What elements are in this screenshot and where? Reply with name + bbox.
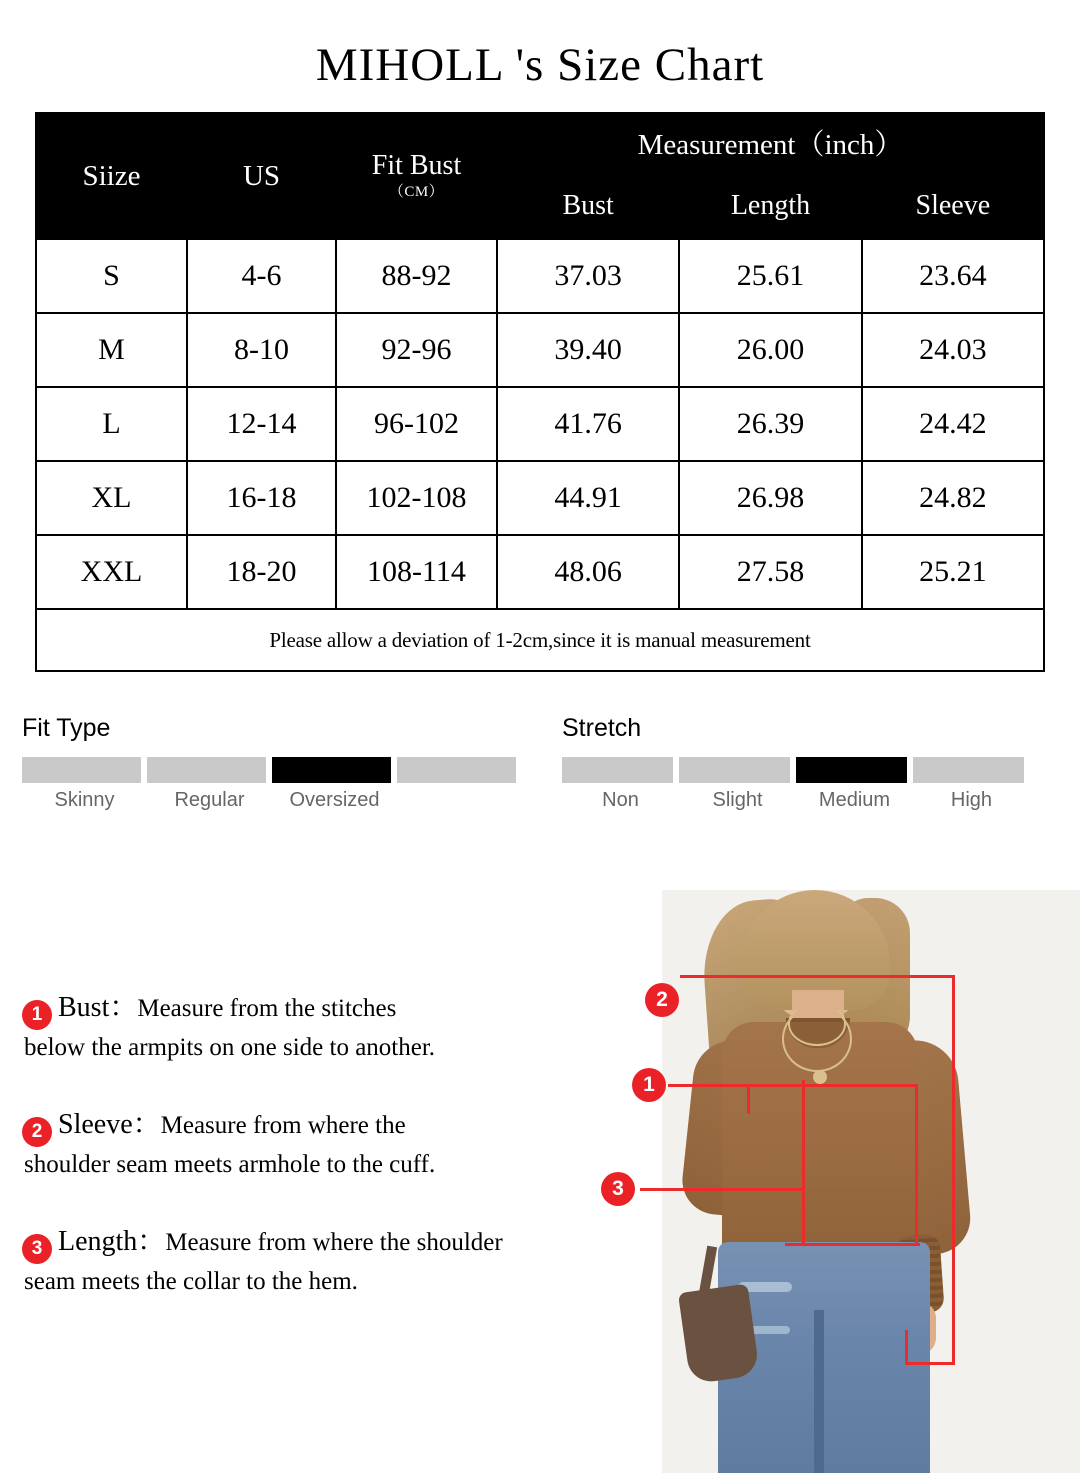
fit-bar-4 — [397, 757, 516, 783]
table-body — [36, 239, 1044, 671]
instruction-lead-sleeve: Sleeve： — [58, 1109, 161, 1140]
stretch-bar-1 — [562, 757, 673, 783]
cell-sleeve: 24.42 — [862, 387, 1044, 461]
length-guide-line — [640, 1188, 805, 1191]
fit-type-labels — [22, 789, 518, 812]
cell-size: S — [36, 239, 187, 313]
fit-bar-2 — [147, 757, 266, 783]
cell-us: 12-14 — [187, 387, 336, 461]
table-note-row — [36, 609, 1044, 671]
cell-bust: 44.91 — [497, 461, 679, 535]
fit-type-title: Fit Type — [22, 714, 111, 742]
table-note: Please allow a deviation of 1-2cm,since it is manual measurement — [36, 609, 1044, 671]
cell-size: XXL — [36, 535, 187, 609]
header-fit-bust — [336, 113, 497, 239]
length-guide-vertical — [802, 1080, 805, 1245]
cell-fit-bust: 88-92 — [336, 239, 497, 313]
header-size: Siize — [36, 113, 187, 239]
sleeve-guide-line-top — [680, 975, 955, 978]
instruction-length — [22, 1219, 622, 1296]
sleeve-guide-line-vertical — [952, 975, 955, 1365]
instruction-text-sleeve-line2: shoulder seam meets armhole to the cuff. — [24, 1151, 436, 1178]
length-guide-hem-line — [785, 1243, 920, 1246]
meters-section — [0, 714, 1080, 812]
instruction-bust — [22, 985, 622, 1062]
fit-bar-3-active — [272, 757, 391, 783]
cell-us: 4-6 — [187, 239, 336, 313]
stretch-label-high: High — [950, 789, 993, 811]
fit-type-bars — [22, 757, 518, 783]
cell-sleeve: 24.03 — [862, 313, 1044, 387]
instruction-text-bust-line2: below the armpits on one side to another. — [24, 1034, 436, 1061]
cell-length: 26.39 — [679, 387, 861, 461]
sleeve-marker: 2 — [645, 983, 679, 1017]
instruction-sleeve — [22, 1102, 622, 1179]
instruction-text-length-line1: Measure from where the shoulder — [165, 1229, 503, 1256]
instruction-lead-length: Length： — [58, 1226, 166, 1257]
bust-guide-right-tick — [915, 1084, 918, 1244]
necklace-pendant — [813, 1070, 827, 1084]
instruction-badge-1: 1 — [22, 1000, 52, 1030]
cell-size: M — [36, 313, 187, 387]
cell-us: 8-10 — [187, 313, 336, 387]
table-row — [36, 239, 1044, 313]
fit-bar-1 — [22, 757, 141, 783]
instruction-badge-3: 3 — [22, 1234, 52, 1264]
bust-guide-left-tick — [747, 1084, 750, 1114]
table-row — [36, 387, 1044, 461]
stretch-label-medium: Medium — [818, 789, 891, 811]
stretch-bar-4 — [913, 757, 1024, 783]
bust-guide-line — [668, 1084, 918, 1087]
header-fit-bust-main: Fit Bust — [371, 149, 462, 181]
measure-instructions — [22, 985, 622, 1336]
cell-bust: 48.06 — [497, 535, 679, 609]
cell-length: 27.58 — [679, 535, 861, 609]
stretch-block — [562, 714, 1058, 812]
cell-fit-bust: 92-96 — [336, 313, 497, 387]
cell-sleeve: 23.64 — [862, 239, 1044, 313]
jeans-distress-2 — [750, 1326, 790, 1334]
instruction-text-length-line2: seam meets the collar to the hem. — [24, 1268, 358, 1295]
size-chart-table — [35, 112, 1045, 672]
cell-length: 26.00 — [679, 313, 861, 387]
instruction-lead-bust: Bust： — [58, 992, 138, 1023]
cell-size: L — [36, 387, 187, 461]
sleeve-guide-cuff-tick — [905, 1330, 908, 1364]
header-sleeve: Sleeve — [862, 172, 1044, 239]
fit-label-oversized: Oversized — [289, 789, 380, 811]
table-head-row-1 — [36, 113, 1044, 172]
instruction-text-bust-line1: Measure from the stitches — [137, 995, 397, 1022]
cell-fit-bust: 108-114 — [336, 535, 497, 609]
stretch-label-non: Non — [602, 789, 639, 811]
table-row — [36, 461, 1044, 535]
table-row — [36, 313, 1044, 387]
fit-label-regular: Regular — [174, 789, 245, 811]
header-fit-bust-unit: （CM） — [388, 184, 445, 201]
cell-length: 25.61 — [679, 239, 861, 313]
cell-sleeve: 24.82 — [862, 461, 1044, 535]
cell-fit-bust: 96-102 — [336, 387, 497, 461]
header-us: US — [187, 113, 336, 239]
bust-marker: 1 — [632, 1068, 666, 1102]
stretch-bars — [562, 757, 1058, 783]
stretch-label-slight: Slight — [712, 789, 763, 811]
cell-length: 26.98 — [679, 461, 861, 535]
cell-size: XL — [36, 461, 187, 535]
cell-bust: 37.03 — [497, 239, 679, 313]
table-row — [36, 535, 1044, 609]
fit-label-skinny: Skinny — [54, 789, 115, 811]
necklace-long — [782, 1006, 852, 1072]
cell-us: 18-20 — [187, 535, 336, 609]
cell-bust: 39.40 — [497, 313, 679, 387]
instruction-text-sleeve-line1: Measure from where the — [160, 1112, 406, 1139]
cell-bust: 41.76 — [497, 387, 679, 461]
stretch-labels — [562, 789, 1058, 812]
cell-sleeve: 25.21 — [862, 535, 1044, 609]
fit-type-block — [22, 714, 518, 812]
header-length: Length — [679, 172, 861, 239]
header-measurement: Measurement（inch） — [497, 113, 1044, 172]
table-head — [36, 113, 1044, 239]
shoulder-bag — [678, 1284, 760, 1385]
cell-us: 16-18 — [187, 461, 336, 535]
sleeve-guide-line-bottom — [905, 1362, 955, 1365]
cell-fit-bust: 102-108 — [336, 461, 497, 535]
instruction-badge-2: 2 — [22, 1117, 52, 1147]
length-marker: 3 — [601, 1172, 635, 1206]
stretch-bar-2 — [679, 757, 790, 783]
stretch-bar-3-active — [796, 757, 907, 783]
size-chart-table-wrap — [35, 112, 1045, 672]
page-title: MIHOLL 's Size Chart — [315, 39, 765, 91]
jeans-seam — [814, 1310, 824, 1473]
header-bust: Bust — [497, 172, 679, 239]
stretch-title: Stretch — [562, 714, 642, 742]
